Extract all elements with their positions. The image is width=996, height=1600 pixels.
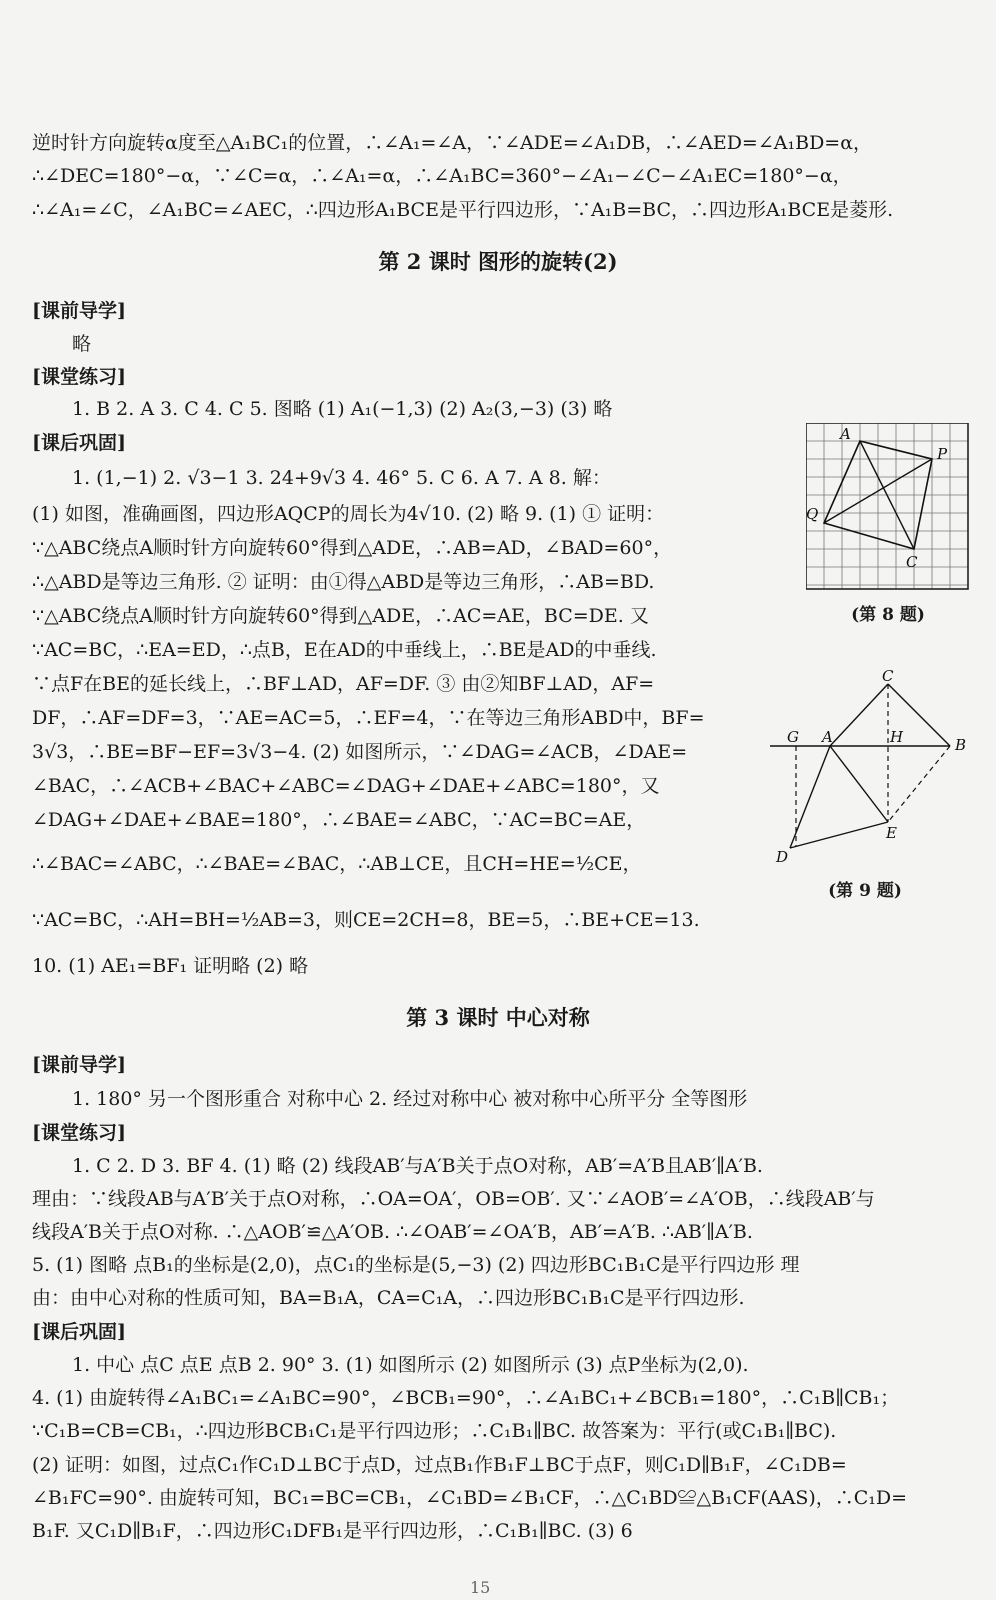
lesson2-after-line: ∠BAC，∴∠ACB+∠BAC+∠ABC=∠DAG+∠DAE+∠ABC=180°，又 xyxy=(32,775,660,797)
lesson2-after-line: ∵点F在BE的延长线上，∴BF⊥AD，AF=DF. ③ 由②知BF⊥AD，AF= xyxy=(32,673,655,695)
lesson3-pre-header: [课前导学] xyxy=(32,1054,126,1076)
lesson3-after-header: [课后巩固] xyxy=(32,1321,126,1343)
lesson2-after-line: ∴△ABD是等边三角形. ② 证明：由①得△ABD是等边三角形，∴AB=BD. xyxy=(32,571,655,593)
lesson3-after-line: 1. 中心 点C 点E 点B 2. 90° 3. (1) 如图所示 (2) 如图所示 (3) 点P坐标为(2,0). xyxy=(72,1354,749,1376)
lesson2-after-line: ∴∠BAC=∠ABC，∴∠BAE=∠BAC，∴AB⊥CE，且CH=HE=½CE， xyxy=(32,853,642,875)
label-B: B xyxy=(955,736,967,754)
lesson2-pre-header: [课前导学] xyxy=(32,300,126,322)
figure-8 xyxy=(806,423,970,593)
lesson2-after-line: ∵△ABC绕点A顺时针方向旋转60°得到△ADE，∴AB=AD，∠BAD=60°， xyxy=(32,537,673,559)
lesson3-class-header: [课堂练习] xyxy=(32,1122,126,1144)
label-A: A xyxy=(822,728,833,746)
intro-line: ∴∠DEC=180°−α，∵∠C=α，∴∠A₁=α，∴∠A₁BC=360°−∠A₁−∠C−∠A₁EC=180°−α， xyxy=(32,165,852,187)
lesson3-class-line: 线段A′B关于点O对称. ∴△AOB′≌△A′OB. ∴∠OAB′=∠OA′B，AB′=A′B. ∴AB′∥A′B. xyxy=(32,1221,753,1243)
lesson2-after-header: [课后巩固] xyxy=(32,432,126,454)
segment-DE xyxy=(790,822,888,848)
lesson2-after-line: 1. (1,−1) 2. √3−1 3. 24+9√3 4. 46° 5. C 6. A 7. A 8. 解： xyxy=(72,467,611,489)
lesson2-class-content: 1. B 2. A 3. C 4. C 5. 图略 (1) A₁(−1,3) (2) A₂(3,−3) (3) 略 xyxy=(72,398,613,420)
lesson3-after-line: ∠B₁FC=90°. 由旋转可知，BC₁=BC=CB₁，∠C₁BD=∠B₁CF，∴△C₁BD≌△B₁CF(AAS)，∴C₁D= xyxy=(32,1487,908,1509)
segment-CA xyxy=(830,684,888,746)
lesson3-after-line: B₁F. 又C₁D∥B₁F，∴四边形C₁DFB₁是平行四边形，∴C₁B₁∥BC. (3) 6 xyxy=(32,1520,633,1542)
lesson2-after-line: ∵AC=BC，∴AH=BH=½AB=3，则CE=2CH=8，BE=5，∴BE+CE=13. xyxy=(32,909,700,931)
lesson3-class-line: 1. C 2. D 3. BF 4. (1) 略 (2) 线段AB′与A′B关于点O对称，AB′=A′B且AB′∥A′B. xyxy=(72,1155,763,1177)
label-G: G xyxy=(787,728,799,746)
segment-AE xyxy=(830,746,888,822)
intro-line: 逆时针方向旋转α度至△A₁BC₁的位置，∴∠A₁=∠A，∵∠ADE=∠A₁DB，∴∠AED=∠A₁BD=α， xyxy=(32,132,873,154)
lesson2-after-line: 10. (1) AE₁=BF₁ 证明略 (2) 略 xyxy=(32,955,309,977)
lesson2-after-line: 3√3，∴BE=BF−EF=3√3−4. (2) 如图所示，∵∠DAG=∠ACB，∠DAE= xyxy=(32,741,688,763)
lesson3-after-line: (2) 证明：如图，过点C₁作C₁D⊥BC于点D，过点B₁作B₁F⊥BC于点F，则C₁D∥B₁F，∠C₁DB= xyxy=(32,1454,847,1476)
label-A: A xyxy=(840,425,851,443)
label-C: C xyxy=(906,553,918,571)
label-P: P xyxy=(937,445,948,463)
lesson3-after-line: ∵C₁B=CB=CB₁，∴四边形BCB₁C₁是平行四边形；∴C₁B₁∥BC. 故答案为：平行(或C₁B₁∥BC). xyxy=(32,1420,837,1442)
page-number: 15 xyxy=(470,1578,491,1597)
lesson2-pre-content: 略 xyxy=(72,333,92,355)
lesson3-pre-content: 1. 180° 另一个图形重合 对称中心 2. 经过对称中心 被对称中心所平分 全等图形 xyxy=(72,1088,748,1110)
lesson3-title: 第 3 课时 中心对称 xyxy=(406,1005,590,1030)
lesson2-after-line: ∠DAG+∠DAE+∠BAE=180°，∴∠BAE=∠ABC，∵AC=BC=AE， xyxy=(32,809,646,831)
lesson2-class-header: [课堂练习] xyxy=(32,366,126,388)
segment-BE xyxy=(888,746,950,822)
lesson2-title: 第 2 课时 图形的旋转(2) xyxy=(378,249,618,274)
lesson3-class-line: 由：由中心对称的性质可知，BA=B₁A，CA=C₁A，∴四边形BC₁B₁C是平行四边形. xyxy=(32,1287,745,1309)
label-C: C xyxy=(882,670,894,685)
label-E: E xyxy=(886,824,897,842)
lesson2-after-line: DF，∴AF=DF=3，∵AE=AC=5，∴EF=4，∵在等边三角形ABD中，BF= xyxy=(32,707,705,729)
intro-line: ∴∠A₁=∠C，∠A₁BC=∠AEC，∴四边形A₁BCE是平行四边形，∵A₁B=BC，∴四边形A₁BCE是菱形. xyxy=(32,199,894,221)
figure-9-caption: (第 9 题) xyxy=(828,881,902,901)
lesson2-after-line: ∵△ABC绕点A顺时针方向旋转60°得到△ADE，∴AC=AE，BC=DE. 又 xyxy=(32,605,649,627)
lesson2-after-line: (1) 如图，准确画图，四边形AQCP的周长为4√10. (2) 略 9. (1) ① 证明： xyxy=(32,503,665,525)
lesson3-class-line: 5. (1) 图略 点B₁的坐标是(2,0)，点C₁的坐标是(5,−3) (2) 四边形BC₁B₁C是平行四边形 理 xyxy=(32,1254,800,1276)
label-H: H xyxy=(890,728,904,746)
lesson2-after-line: ∵AC=BC，∴EA=ED，∴点B，E在AD的中垂线上，∴BE是AD的中垂线. xyxy=(32,639,657,661)
segment-AD xyxy=(790,746,830,848)
figure-9 xyxy=(760,670,980,870)
label-D: D xyxy=(776,848,789,866)
label-Q: Q xyxy=(806,505,819,523)
lesson3-after-line: 4. (1) 由旋转得∠A₁BC₁=∠A₁BC=90°，∠BCB₁=90°，∴∠A₁BC₁+∠BCB₁=180°，∴C₁B∥CB₁； xyxy=(32,1387,900,1409)
figure-8-caption: (第 8 题) xyxy=(851,605,925,625)
lesson3-class-line: 理由：∵线段AB与A′B′关于点O对称，∴OA=OA′，OB=OB′. 又∵∠AOB′=∠A′OB，∴线段AB′与 xyxy=(32,1188,875,1210)
